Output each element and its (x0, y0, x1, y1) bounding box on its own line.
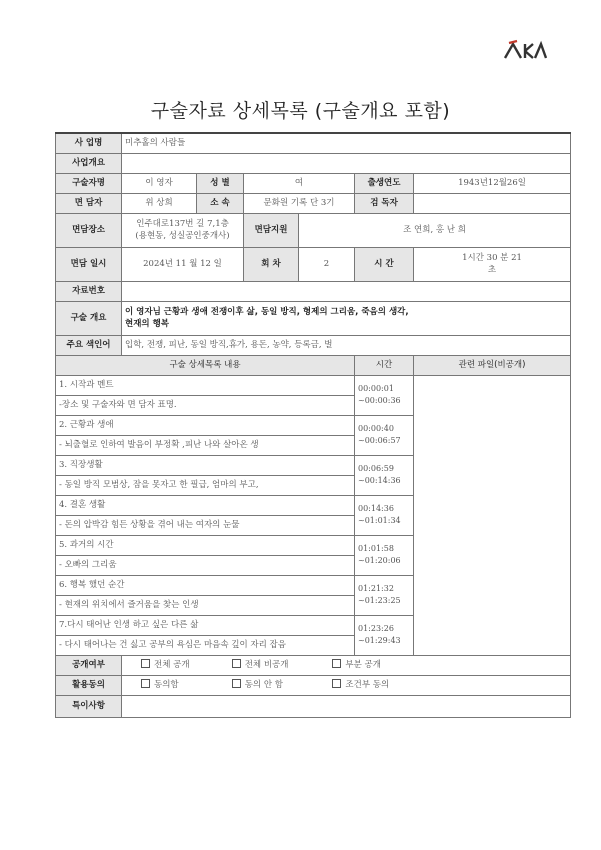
item-1-time (355, 375, 414, 415)
item-2-end: ~00:06:57 (358, 436, 401, 445)
notes-label: 특이사항 (56, 695, 122, 717)
checkbox-icon[interactable] (141, 659, 150, 668)
affiliation-label: 소 속 (197, 193, 244, 213)
project-label: 사 업명 (56, 133, 122, 153)
item-5-start: 01:01:58 (358, 544, 394, 554)
overview-value (122, 153, 571, 173)
item-6-title: 6. 행복 했던 순간 (56, 575, 355, 595)
public-option-none[interactable]: 전체 비공개 (232, 659, 330, 671)
date-value: 2024년 11 월 12 일 (122, 247, 244, 281)
organization-logo (503, 38, 547, 62)
item-1-end: ~00:00:36 (358, 396, 401, 405)
item-4-title: 4. 결혼 생활 (56, 495, 355, 515)
birth-label: 출생연도 (355, 173, 414, 193)
item-6-end: ~01:23:25 (358, 596, 401, 605)
support-value: 조 연희, 홍 난 희 (299, 213, 571, 247)
item-7-time (355, 615, 414, 655)
consent-options (122, 675, 571, 695)
record-number-value (122, 281, 571, 301)
consent-option-agree[interactable]: 동의함 (141, 679, 229, 691)
keywords-value: 입학, 전쟁, 피난, 동일 방직,휴가, 용돈, 농약, 등록금, 벌 (122, 335, 571, 355)
item-6-time (355, 575, 414, 615)
time-label: 시 간 (355, 247, 414, 281)
oral-record-table (55, 132, 571, 718)
place-label: 면담장소 (56, 213, 122, 247)
project-value: 미추홀의 사람들 (122, 133, 571, 153)
item-6-detail: - 현재의 위치에서 즐거움을 찾는 인생 (56, 595, 355, 615)
public-label: 공개여부 (56, 655, 122, 675)
item-3-start: 00:06:59 (358, 464, 394, 474)
summary-line2: 현재의 행복 (125, 319, 170, 329)
session-label: 회 차 (244, 247, 299, 281)
list-content-header: 구술 상세목록 내용 (56, 355, 355, 375)
list-files-header: 관련 파일(비공개) (414, 355, 571, 375)
duration-line1: 1시간 30 분 21 (462, 252, 522, 263)
public-options (122, 655, 571, 675)
item-2-title: 2. 근황과 생애 (56, 415, 355, 435)
place-line1: 인주대로137번 길 7,1층 (136, 218, 229, 229)
item-5-end: ~01:20:06 (358, 556, 401, 565)
related-files-cell (414, 375, 571, 655)
item-7-detail: - 다시 태어나는 건 싫고 공부의 욕심은 마음속 깊이 자리 잡음 (56, 635, 355, 655)
item-7-start: 01:23:26 (358, 624, 394, 634)
interviewer-label: 면 담자 (56, 193, 122, 213)
place-value (122, 213, 244, 247)
item-3-end: ~00:14:36 (358, 476, 401, 485)
keywords-label: 주요 색인어 (56, 335, 122, 355)
narrator-value: 이 영자 (122, 173, 197, 193)
page-title: 구술자료 상세목록 (구술개요 포함) (150, 100, 451, 122)
item-5-title: 5. 과거의 시간 (56, 535, 355, 555)
item-1-detail: -장소 및 구술자와 면 담자 표명. (56, 395, 355, 415)
overview-label: 사업개요 (56, 153, 122, 173)
interviewer-value: 위 상희 (122, 193, 197, 213)
item-4-time (355, 495, 414, 535)
checkbox-icon[interactable] (332, 659, 341, 668)
item-5-detail: - 오빠의 그리움 (56, 555, 355, 575)
item-7-end: ~01:29:43 (358, 636, 401, 645)
consent-option-conditional[interactable]: 조건부 동의 (332, 679, 389, 691)
checkbox-icon[interactable] (232, 679, 241, 688)
public-option-all[interactable]: 전체 공개 (141, 659, 229, 671)
item-2-detail: - 뇌출혈로 인하여 발음이 부정확 ,피난 나와 살아온 생 (56, 435, 355, 455)
consent-label: 활용동의 (56, 675, 122, 695)
item-1-start: 00:00:01 (358, 384, 394, 394)
item-5-time (355, 535, 414, 575)
item-1-title: 1. 시작과 멘트 (56, 375, 355, 395)
checkbox-icon[interactable] (332, 679, 341, 688)
item-4-start: 00:14:36 (358, 504, 394, 514)
item-3-title: 3. 직장생활 (56, 455, 355, 475)
reviewer-value (414, 193, 571, 213)
support-label: 면담지원 (244, 213, 299, 247)
duration-line2: 초 (487, 265, 497, 275)
session-value: 2 (299, 247, 355, 281)
summary-line1: 이 영자님 근황과 생애 전쟁이후 삶, 동일 방직, 형제의 그리움, 죽음의 생각, (125, 306, 409, 317)
gender-label: 성 별 (197, 173, 244, 193)
summary-value (122, 301, 571, 335)
narrator-label: 구술자명 (56, 173, 122, 193)
notes-value (122, 695, 571, 717)
reviewer-label: 검 독자 (355, 193, 414, 213)
checkbox-icon[interactable] (141, 679, 150, 688)
affiliation-value: 문화원 기록 단 3기 (244, 193, 355, 213)
checkbox-icon[interactable] (232, 659, 241, 668)
date-label: 면담 일시 (56, 247, 122, 281)
place-line2: (용현동, 성실공인중개사) (135, 231, 230, 241)
consent-option-disagree[interactable]: 동의 안 함 (232, 679, 330, 691)
birth-value: 1943년12월26일 (414, 173, 571, 193)
item-2-start: 00:00:40 (358, 424, 394, 434)
item-7-title: 7.다시 태어난 인생 하고 싶은 다른 삶 (56, 615, 355, 635)
item-6-start: 01:21:32 (358, 584, 394, 594)
record-number-label: 자료번호 (56, 281, 122, 301)
item-4-detail: - 돈의 압박감 힘든 상황을 겪어 내는 여자의 눈물 (56, 515, 355, 535)
item-2-time (355, 415, 414, 455)
item-4-end: ~01:01:34 (358, 516, 401, 525)
duration-value (414, 247, 571, 281)
summary-label: 구술 개요 (56, 301, 122, 335)
item-3-detail: - 동일 방직 모범상, 잠을 못자고 한 필급, 엄마의 부고, (56, 475, 355, 495)
item-3-time (355, 455, 414, 495)
gender-value: 여 (244, 173, 355, 193)
list-time-header: 시간 (355, 355, 414, 375)
public-option-partial[interactable]: 부분 공개 (332, 659, 381, 671)
